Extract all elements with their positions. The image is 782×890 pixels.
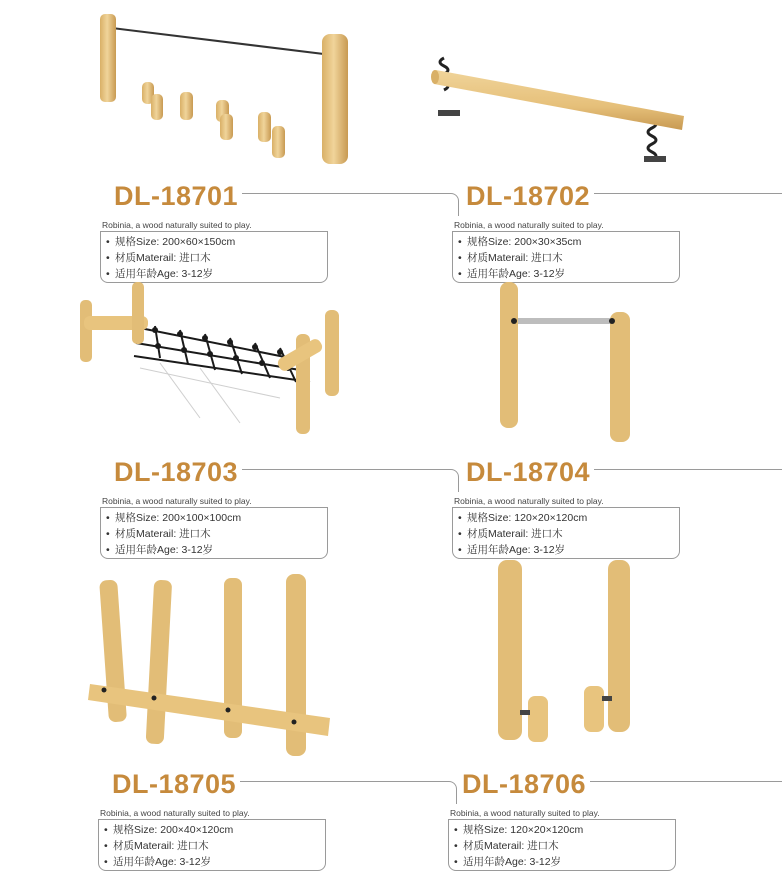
product-card-3 [100,288,440,578]
header-frame [230,469,459,492]
spec-material: • 材质Materail: 进口木 [453,526,587,542]
spec-material: • 材质Materail: 进口木 [101,250,235,266]
product-code: DL-18706 [460,767,590,801]
header-frame [578,781,782,804]
product-card-1 [100,12,440,302]
header-frame [582,193,782,216]
product-card-5 [98,600,438,890]
spec-box-6 [448,819,676,871]
spec-age: • 适用年龄Age: 3-12岁 [453,542,587,558]
spec-size: • 规格Size: 200×100×100cm [101,510,241,526]
product-code-header-6 [448,767,678,807]
spec-box-5 [98,819,326,871]
spec-material: • 材质Materail: 进口木 [453,250,581,266]
product-code: DL-18704 [464,455,594,489]
spec-age: • 适用年龄Age: 3-12岁 [99,854,233,870]
product-code-header-5 [98,767,328,807]
spec-material: • 材质Materail: 进口木 [449,838,583,854]
spec-size: • 规格Size: 200×30×35cm [453,234,581,250]
product-code-header-4 [452,455,682,495]
spec-box-3 [100,507,328,559]
product-code: DL-18701 [112,179,242,213]
product-image-6 [448,600,782,785]
spec-age: • 适用年龄Age: 3-12岁 [453,266,581,282]
spec-size: • 规格Size: 200×40×120cm [99,822,233,838]
product-code: DL-18705 [110,767,240,801]
product-card-6 [448,600,782,890]
product-code-header-1 [100,179,330,219]
product-description: Robinia, a wood naturally suited to play. [450,808,600,818]
spec-box-1 [100,231,328,283]
product-code-header-3 [100,455,330,495]
spec-age: • 适用年龄Age: 3-12岁 [449,854,583,870]
product-card-2 [452,12,782,302]
product-image-1 [100,12,440,197]
product-image-3 [100,288,440,473]
spec-size: • 规格Size: 120×20×120cm [449,822,583,838]
spec-box-4 [452,507,680,559]
spec-age: • 适用年龄Age: 3-12岁 [101,266,235,282]
header-frame [582,469,782,492]
product-image-2 [452,12,782,197]
product-code-header-2 [452,179,682,219]
product-card-4 [452,288,782,578]
product-description: Robinia, a wood naturally suited to play. [454,496,604,506]
spec-age: • 适用年龄Age: 3-12岁 [101,542,241,558]
product-description: Robinia, a wood naturally suited to play. [102,496,252,506]
product-code: DL-18702 [464,179,594,213]
spec-size: • 规格Size: 120×20×120cm [453,510,587,526]
product-description: Robinia, a wood naturally suited to play. [102,220,252,230]
spec-box-2 [452,231,680,283]
header-frame [228,781,457,804]
product-image-5 [98,600,438,785]
header-frame [230,193,459,216]
product-description: Robinia, a wood naturally suited to play. [100,808,250,818]
spec-material: • 材质Materail: 进口木 [101,526,241,542]
product-image-4 [452,288,782,473]
product-description: Robinia, a wood naturally suited to play. [454,220,604,230]
product-code: DL-18703 [112,455,242,489]
spec-size: • 规格Size: 200×60×150cm [101,234,235,250]
spec-material: • 材质Materail: 进口木 [99,838,233,854]
